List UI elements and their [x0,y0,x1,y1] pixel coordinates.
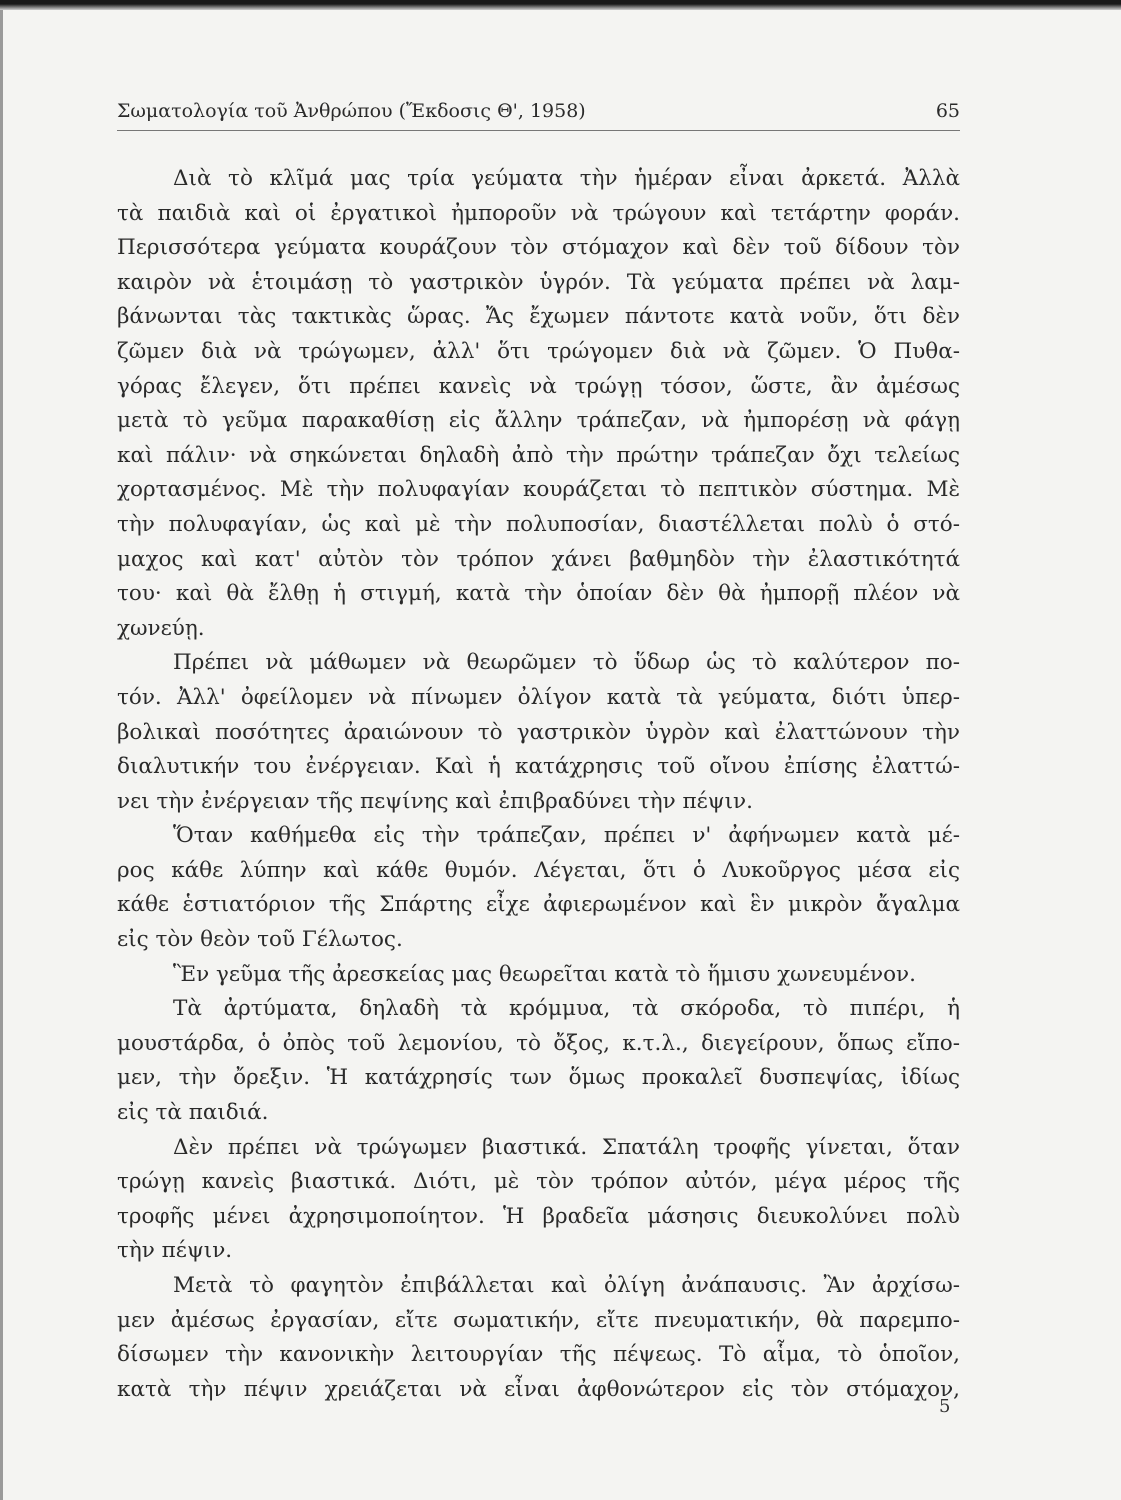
text-line: Διὰ τὸ κλῖμά μας τρία γεύματα τὴν ἡμέραν εἶναι ἀρκετά. Ἀλλὰ [173,166,960,191]
text-line: μεν, τὴν ὄρεξιν. Ἡ κατάχρησίς των ὅμως προκαλεῖ δυσπεψίας, ἰδίως [117,1065,960,1091]
text-line: Πρέπει νὰ μάθωμεν νὰ θεωρῶμεν τὸ ὕδωρ ὡς τὸ καλύτερον πο- [173,650,960,676]
text-line: τὴν πέψιν. [117,1238,233,1264]
scan-edge-top [0,0,1121,10]
text-line: χορτασμένος. Μὲ τὴν πολυφαγίαν κουράζεται τὸ πεπτικὸν σύστημα. Μὲ [117,477,960,503]
text-line: Ἓν γεῦμα τῆς ἀρεσκείας μας θεωρεῖται κατὰ τὸ ἥμισυ χωνευμένον. [173,961,916,987]
text-line: Περισσότερα γεύματα κουράζουν τὸν στόμαχον καὶ δὲν τοῦ δίδουν τὸν [117,235,960,261]
running-title: Σωματολογία τοῦ Ἀνθρώπου (Ἔκδοσις Θ', 1958) [117,100,586,122]
text-line: μεν ἀμέσως ἐργασίαν, εἴτε σωματικήν, εἴτε πνευματικήν, θὰ παρεμπο- [117,1307,960,1333]
text-line: Μετὰ τὸ φαγητὸν ἐπιβάλλεται καὶ ὀλίγη ἀνάπαυσις. Ἂν ἀρχίσω- [173,1273,960,1298]
text-line: γόρας ἔλεγεν, ὅτι πρέπει κανεὶς νὰ τρώγῃ τόσον, ὥστε, ἂν ἀμέσως [117,373,960,399]
text-line: Δὲν πρέπει νὰ τρώγωμεν βιαστικά. Σπατάλη τροφῆς γίνεται, ὅταν [173,1134,960,1160]
scan-edge-left [0,10,3,1500]
text-line: χωνεύῃ. [117,615,205,641]
text-line: του· καὶ θὰ ἔλθῃ ἡ στιγμή, κατὰ τὴν ὁποίαν δὲν θὰ ἠμπορῇ πλέον νὰ [117,581,960,607]
text-line: ζῶμεν διὰ νὰ τρώγωμεν, ἀλλ' ὅτι τρώγομεν διὰ νὰ ζῶμεν. Ὁ Πυθα- [117,338,960,364]
text-line: Τὰ ἀρτύματα, δηλαδὴ τὰ κρόμμυα, τὰ σκόροδα, τὸ πιπέρι, ἡ [173,996,960,1022]
signature-mark: 5 [939,1396,951,1417]
text-line: καὶ πάλιν· νὰ σηκώνεται δηλαδὴ ἀπὸ τὴν πρώτην τράπεζαν ὄχι τελείως [117,442,960,468]
running-header [117,98,960,131]
text-line: μουστάρδα, ὁ ὀπὸς τοῦ λεμονίου, τὸ ὄξος, κ.τ.λ., διεγείρουν, ὅπως εἴπο- [117,1030,960,1056]
text-line: κάθε ἑστιατόριον τῆς Σπάρτης εἶχε ἀφιερωμένον καὶ ἓν μικρὸν ἄγαλμα [117,892,960,918]
text-line: μαχος καὶ κατ' αὐτὸν τὸν τρόπον χάνει βαθμηδὸν τὴν ἐλαστικότητά [117,546,960,572]
text-line: τὰ παιδιὰ καὶ οἱ ἐργατικοὶ ἠμποροῦν νὰ τρώγουν καὶ τετάρτην φοράν. [117,200,960,226]
text-line: ρος κάθε λύπην καὶ κάθε θυμόν. Λέγεται, ὅτι ὁ Λυκοῦργος μέσα εἰς [117,857,960,883]
text-line: τὴν πολυφαγίαν, ὡς καὶ μὲ τὴν πολυποσίαν, διαστέλλεται πολὺ ὁ στό- [117,511,960,537]
text-line: Ὅταν καθήμεθα εἰς τὴν τράπεζαν, πρέπει ν' ἀφήνωμεν κατὰ μέ- [173,823,960,849]
text-line: καιρὸν νὰ ἑτοιμάσῃ τὸ γαστρικὸν ὑγρόν. Τὰ γεύματα πρέπει νὰ λαμ- [117,269,960,295]
text-line: βολικαὶ ποσότητες ἀραιώνουν τὸ γαστρικὸν ὑγρὸν καὶ ἐλαττώνουν τὴν [117,719,960,745]
page-number: 65 [935,100,960,122]
text-line: εἰς τὰ παιδιά. [117,1100,269,1126]
text-line: δίσωμεν τὴν κανονικὴν λειτουργίαν τῆς πέψεως. Τὸ αἷμα, τὸ ὁποῖον, [117,1342,960,1368]
text-line: νει τὴν ἐνέργειαν τῆς πεψίνης καὶ ἐπιβραδύνει τὴν πέψιν. [117,788,753,814]
text-line: μετὰ τὸ γεῦμα παρακαθίσῃ εἰς ἄλλην τράπεζαν, νὰ ἠμπορέσῃ νὰ φάγῃ [117,408,960,434]
text-line: διαλυτικήν του ἐνέργειαν. Καὶ ἡ κατάχρησις τοῦ οἴνου ἐπίσης ἐλαττώ- [117,754,960,780]
text-line: τόν. Ἀλλ' ὀφείλομεν νὰ πίνωμεν ὀλίγον κατὰ τὰ γεύματα, διότι ὑπερ- [117,684,960,710]
text-line: εἰς τὸν θεὸν τοῦ Γέλωτος. [117,927,403,953]
text-line: κατὰ τὴν πέψιν χρειάζεται νὰ εἶναι ἀφθονώτερον εἰς τὸν στόμαχον, [117,1376,960,1402]
body-text [117,162,960,1407]
text-line: τροφῆς μένει ἀχρησιμοποίητον. Ἡ βραδεῖα μάσησις διευκολύνει πολὺ [117,1203,960,1229]
text-line: βάνωνται τὰς τακτικὰς ὥρας. Ἄς ἔχωμεν πάντοτε κατὰ νοῦν, ὅτι δὲν [117,304,960,330]
text-line: τρώγῃ κανεὶς βιαστικά. Διότι, μὲ τὸν τρόπον αὐτόν, μέγα μέρος τῆς [117,1169,960,1195]
